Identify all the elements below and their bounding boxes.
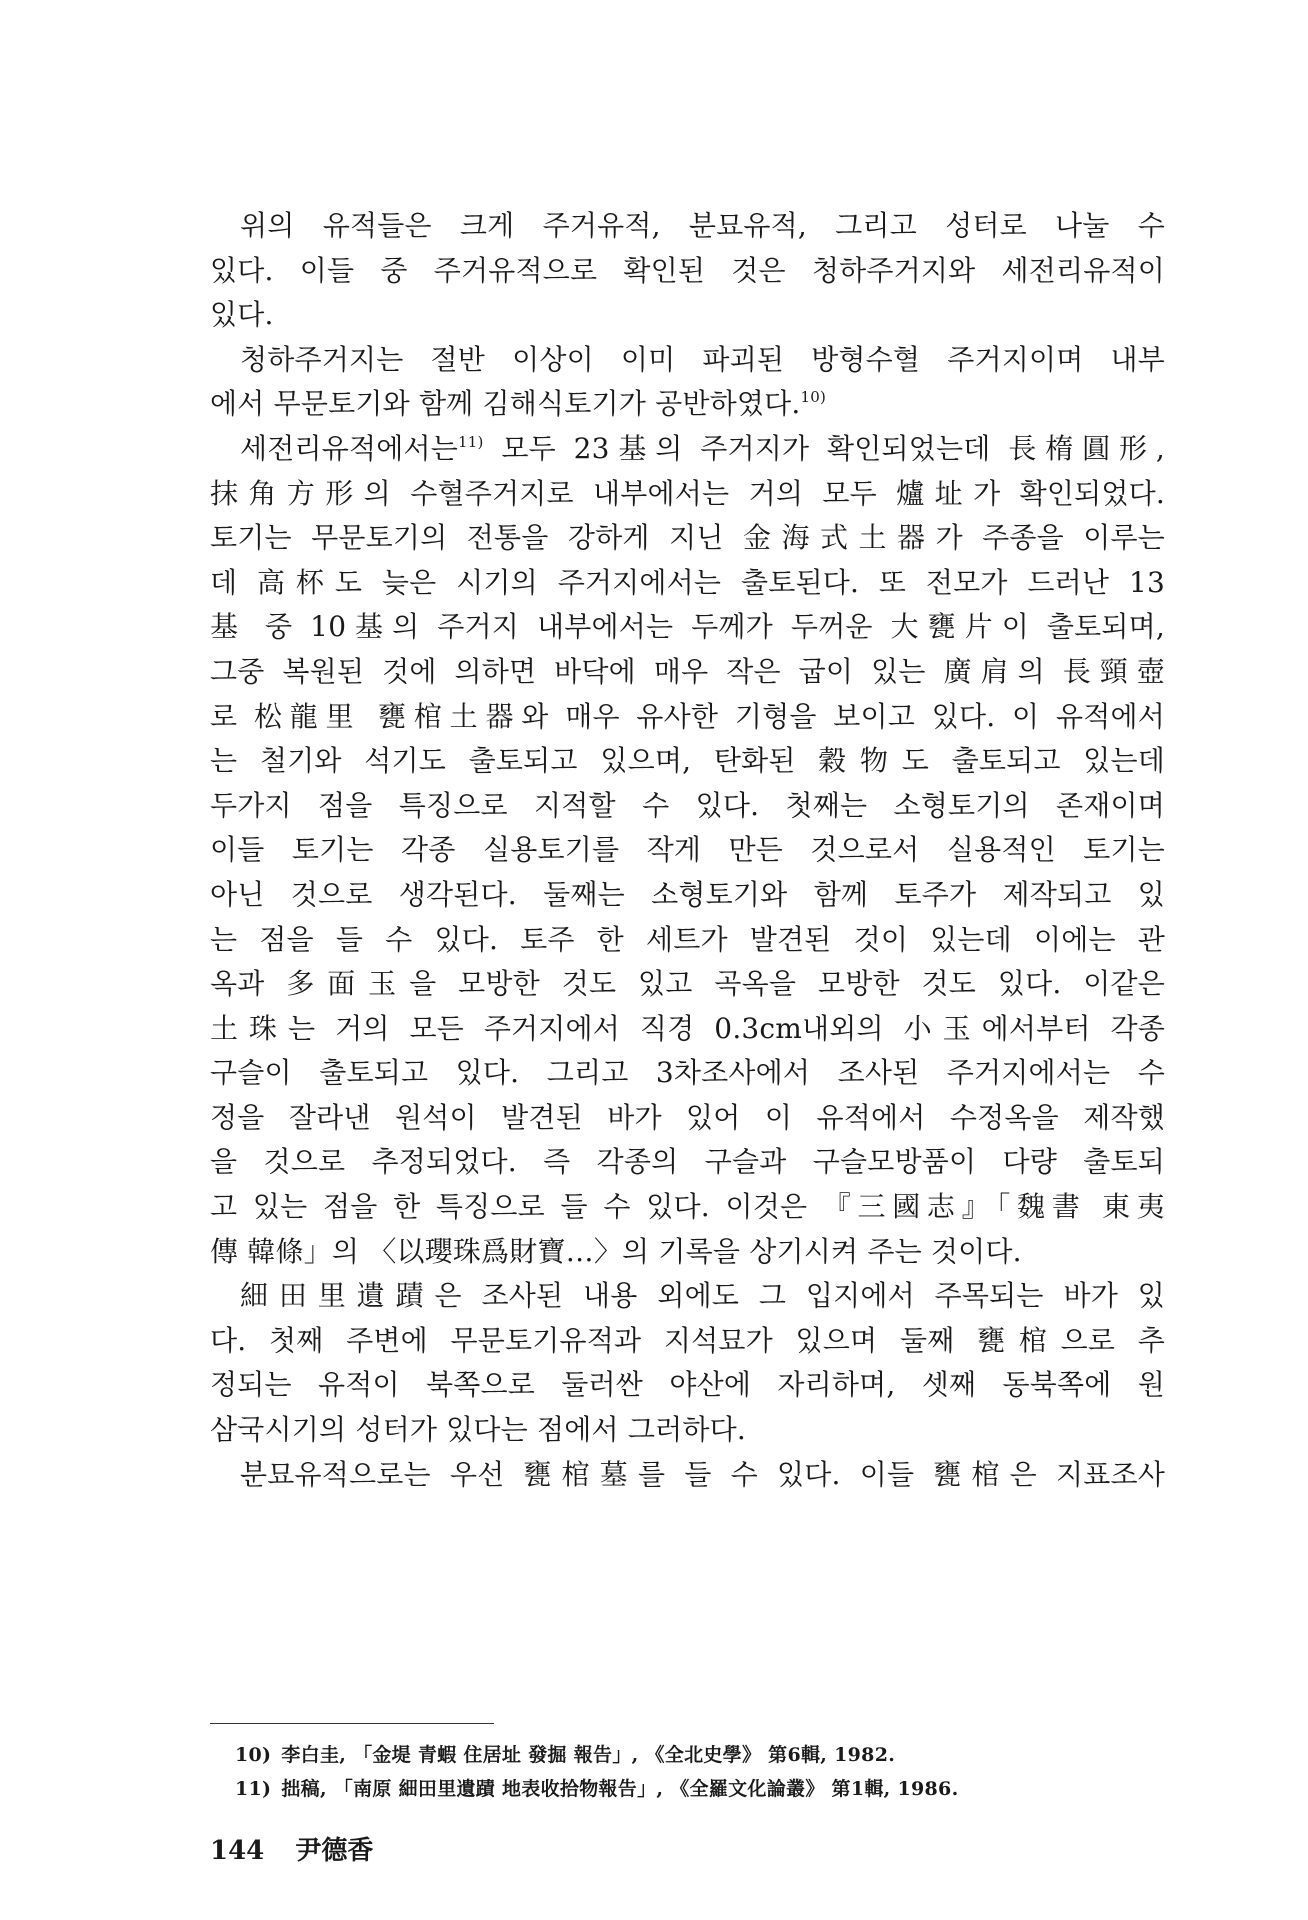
text-line — [210, 472, 1165, 517]
line-text: 傳 韓條」의 〈以瓔珠爲財寶…〉의 기록을 상기시켜 주는 것이다. — [210, 1234, 1022, 1268]
line-text: 분묘유적으로는 우선 甕棺墓를 들 수 있다. 이들 甕棺은 지표조사 — [240, 1457, 1165, 1491]
text-line — [210, 1096, 1165, 1141]
text-line — [210, 739, 1165, 784]
footnote-rule — [210, 1723, 494, 1724]
line-text: 있다. 이들 중 주거유적으로 확인된 것은 청하주거지와 세전리유적이 — [210, 253, 1165, 287]
line-text: 抹角方形의 수혈주거지로 내부에서는 거의 모두 爐址가 확인되었다. — [210, 476, 1165, 510]
line-text: 그중 복원된 것에 의하면 바닥에 매우 작은 굽이 있는 廣肩의 長頸壺 — [210, 654, 1165, 688]
text-line — [210, 650, 1165, 695]
text-line — [210, 1007, 1165, 1052]
text-line — [210, 828, 1165, 873]
text-line — [210, 293, 1165, 338]
line-text: 고 있는 점을 한 특징으로 들 수 있다. 이것은 『三國志』「魏書 東夷 — [210, 1190, 1165, 1224]
text-line — [210, 1140, 1165, 1185]
line-text: 다. 첫째 주변에 무문토기유적과 지석묘가 있으며 둘째 甕棺으로 추 — [210, 1323, 1165, 1357]
line-text: 아닌 것으로 생각된다. 둘째는 소형토기와 함께 토주가 제작되고 있 — [210, 877, 1165, 911]
footnote — [235, 1772, 1165, 1806]
line-text: 에서 무문토기와 함께 김해식토기가 공반하였다. — [210, 387, 801, 421]
footnote-number: 10) — [235, 1744, 272, 1766]
line-text: 정되는 유적이 북쪽으로 둘러싼 야산에 자리하며, 셋째 동북쪽에 원 — [210, 1368, 1165, 1402]
line-text: 구슬이 출토되고 있다. 그리고 3차조사에서 조사된 주거지에서는 수 — [210, 1056, 1165, 1090]
line-text: 基 중 10基의 주거지 내부에서는 두께가 두꺼운 大甕片이 출토되며, — [210, 610, 1165, 644]
text-line — [210, 1319, 1165, 1364]
text-line — [210, 1363, 1165, 1408]
line-text: 토기는 무문토기의 전통을 강하게 지닌 金海式土器가 주종을 이루는 — [210, 521, 1165, 555]
text-line — [210, 204, 1165, 249]
text-line — [210, 338, 1165, 383]
line-text: 정을 잘라낸 원석이 발견된 바가 있어 이 유적에서 수정옥을 제작했 — [210, 1100, 1165, 1134]
text-line — [210, 1453, 1165, 1498]
line-text: 위의 유적들은 크게 주거유적, 분묘유적, 그리고 성터로 나눌 수 — [240, 209, 1165, 242]
page-footer — [210, 1830, 373, 1867]
text-line — [210, 962, 1165, 1007]
footnote-marker: 10) — [800, 388, 827, 407]
footnotes — [235, 1738, 1165, 1806]
line-text: 細田里遺蹟은 조사된 내용 외에도 그 입지에서 주목되는 바가 있 — [240, 1279, 1165, 1313]
line-text: 土珠는 거의 모든 주거지에서 직경 0.3cm내외의 小玉에서부터 각종 — [210, 1011, 1165, 1045]
line-text: 이들 토기는 각종 실용토기를 작게 만든 것으로서 실용적인 토기는 — [210, 833, 1165, 867]
line-text: 로 松龍里 甕棺土器와 매우 유사한 기형을 보이고 있다. 이 유적에서 — [210, 699, 1165, 733]
page-number: 144 — [210, 1836, 265, 1866]
footnote-marker: 11) — [458, 432, 484, 451]
footnote-number: 11) — [235, 1778, 272, 1800]
text-line — [210, 427, 1165, 472]
line-text: 두가지 점을 특징으로 지적할 수 있다. 첫째는 소형토기의 존재이며 — [210, 788, 1165, 822]
body-text — [210, 204, 1165, 1497]
footnote — [235, 1738, 1165, 1772]
text-line — [210, 1230, 1165, 1275]
text-line — [210, 1408, 1165, 1453]
text-line — [210, 1051, 1165, 1096]
author-name: 尹德香 — [295, 1836, 374, 1866]
text-line — [210, 1185, 1165, 1230]
text-line — [210, 382, 1165, 427]
line-text-continued: 모두 23基의 주거지가 확인되었는데 長楕圓形, — [483, 431, 1165, 465]
text-line — [210, 561, 1165, 606]
line-text: 청하주거지는 절반 이상이 이미 파괴된 방형수혈 주거지이며 내부 — [240, 342, 1165, 376]
text-line — [210, 516, 1165, 561]
line-text: 있다. — [210, 298, 274, 332]
footnote-text: 拙稿, 「南原 細田里遺蹟 地表收拾物報告」, 《全羅文化論叢》 第1輯, 1986. — [281, 1778, 959, 1800]
footnote-text: 李白圭, 「金堤 青蝦 住居址 發掘 報告」, 《全北史學》 第6輯, 1982. — [281, 1744, 896, 1766]
line-text: 을 것으로 추정되었다. 즉 각종의 구슬과 구슬모방품이 다량 출토되 — [210, 1145, 1165, 1179]
text-line — [210, 605, 1165, 650]
line-text: 는 철기와 석기도 출토되고 있으며, 탄화된 穀物도 출토되고 있는데 — [210, 744, 1165, 778]
text-line — [210, 695, 1165, 740]
line-text: 옥과 多面玉을 모방한 것도 있고 곡옥을 모방한 것도 있다. 이같은 — [210, 967, 1165, 1001]
text-line — [210, 1274, 1165, 1319]
text-line — [210, 873, 1165, 918]
text-line — [210, 784, 1165, 829]
line-text: 데 高杯도 늦은 시기의 주거지에서는 출토된다. 또 전모가 드러난 13 — [210, 565, 1165, 599]
line-text: 세전리유적에서는 — [240, 431, 458, 465]
line-text: 는 점을 들 수 있다. 토주 한 세트가 발견된 것이 있는데 이에는 관 — [210, 922, 1165, 956]
text-line — [210, 918, 1165, 963]
text-line — [210, 249, 1165, 294]
line-text: 삼국시기의 성터가 있다는 점에서 그러하다. — [210, 1413, 746, 1447]
